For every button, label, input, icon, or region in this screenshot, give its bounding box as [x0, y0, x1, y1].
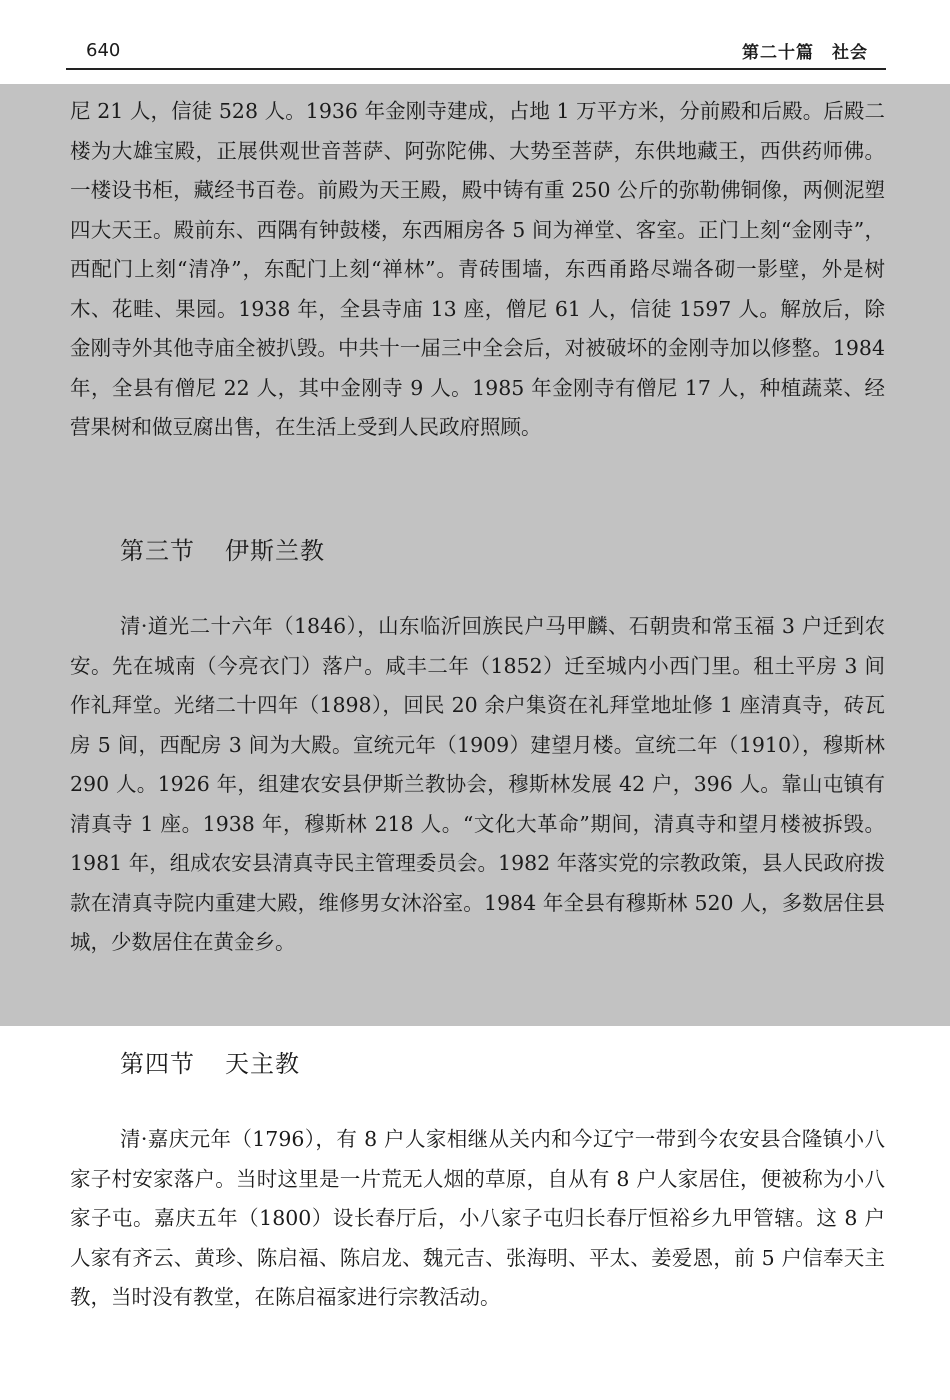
section-heading-islam: [120, 531, 325, 566]
buddhism-continuation: [70, 92, 885, 448]
page-number: 640: [86, 40, 121, 61]
section-number: 第四节: [120, 1050, 195, 1078]
running-title: 第二十篇 社会: [742, 43, 868, 63]
paragraph-catholicism: 清·嘉庆元年（1796），有 8 户人家相继从关内和今辽宁一带到今农安县合隆镇小八家子村安家落户。当时这里是一片荒无人烟的草原，自从有 8 户人家居住，便被称为小八家子屯。嘉庆五年（1800）设长春厅后，小八家子屯归长春厅恒裕乡九甲管辖。这 8 户人家有齐云、黄珍、陈启福、陈启龙、魏元吉、张海明、平太、姜爱恩，前 5 户信奉天主教，当时没有教堂，在陈启福家进行宗教活动。: [70, 1127, 885, 1309]
section-catholicism-body: [70, 1120, 885, 1318]
section-title: 天主教: [225, 1050, 300, 1078]
section-islam-body: [70, 607, 885, 963]
paragraph-islam: 清·道光二十六年（1846），山东临沂回族民户马甲麟、石朝贵和常玉福 3 户迁到农安。先在城南（今亮衣门）落户。咸丰二年（1852）迁至城内小西门里。租土平房 3 间作礼拜堂。光绪二十四年（1898），回民 20 余户集资在礼拜堂地址修 1 座清真寺，砖瓦房 5 间，西配房 3 间为大殿。宣统元年（1909）建望月楼。宣统二年（1910），穆斯林 290 人。1926 年，组建农安县伊斯兰教协会，穆斯林发展 42 户，396 人。靠山屯镇有清真寺 1 座。1938 年，穆斯林 218 人。“文化大革命”期间，清真寺和望月楼被拆毁。1981 年，组成农安县清真寺民主管理委员会。1982 年落实党的宗教政策，县人民政府拨款在清真寺院内重建大殿，维修男女沐浴室。1984 年全县有穆斯林 520 人，多数居住县城，少数居住在黄金乡。: [70, 614, 885, 954]
page-header: [66, 36, 886, 72]
section-number: 第三节: [120, 537, 195, 565]
paragraph-buddhism: 尼 21 人，信徒 528 人。1936 年金刚寺建成，占地 1 万平方米，分前殿和后殿。后殿二楼为大雄宝殿，正展供观世音菩萨、阿弥陀佛、大势至菩萨，东供地藏王，西供药师佛。一楼设书柜，藏经书百卷。前殿为天王殿，殿中铸有重 250 公斤的弥勒佛铜像，两侧泥塑四大天王。殿前东、西隅有钟鼓楼，东西厢房各 5 间为禅堂、客室。正门上刻“金刚寺”，西配门上刻“清净”，东配门上刻“禅林”。青砖围墙，东西甬路尽端各砌一影壁，外是树木、花畦、果园。1938 年，全县寺庙 13 座，僧尼 61 人，信徒 1597 人。解放后，除金刚寺外其他寺庙全被扒毁。中共十一届三中全会后，对被破坏的金刚寺加以修整。1984 年，全县有僧尼 22 人，其中金刚寺 9 人。1985 年金刚寺有僧尼 17 人，种植蔬菜、经营果树和做豆腐出售，在生活上受到人民政府照顾。: [70, 99, 885, 439]
section-heading-catholicism: [120, 1044, 300, 1079]
section-title: 伊斯兰教: [225, 537, 325, 565]
header-rule: [66, 68, 886, 70]
